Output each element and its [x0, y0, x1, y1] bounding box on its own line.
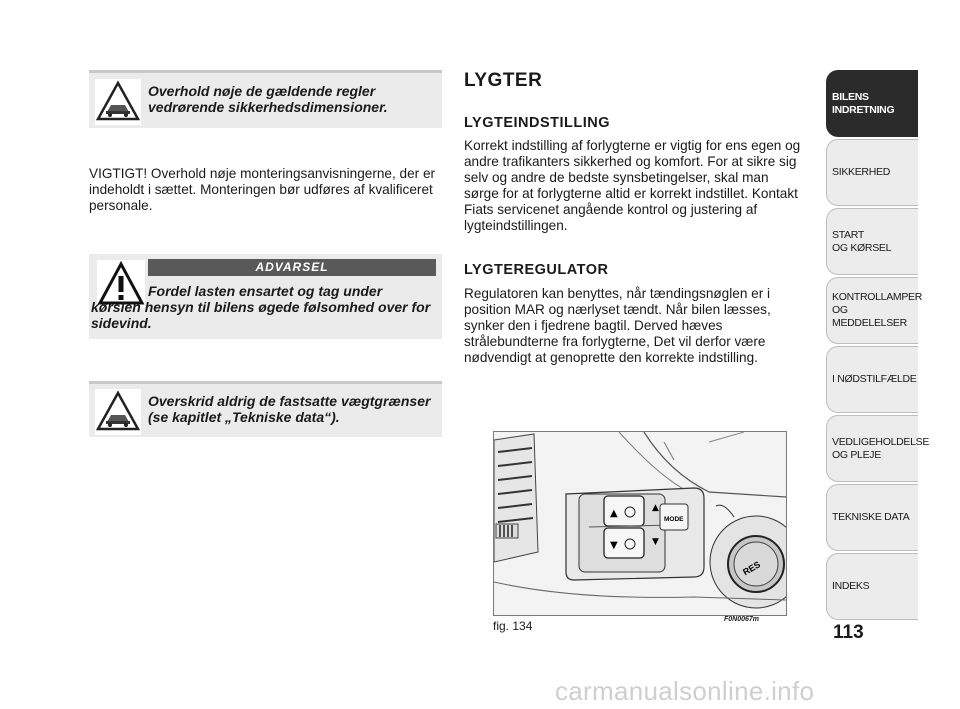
tab-label: TEKNISKE DATA [832, 511, 910, 523]
notice-text: Overskrid aldrig de fastsatte vægtgrænser (se kapitlet „Tekniske data“). [148, 393, 431, 425]
svg-text:▼: ▼ [610, 540, 618, 551]
tab-label: START OG KØRSEL [832, 228, 892, 254]
tab-label: KONTROLLAMPER OG MEDDELELSER [832, 291, 923, 329]
warning-text: Fordel lasten ensartet og tag under kørslen hensyn til bilens øgede følsomhed over for sidevind. [91, 283, 431, 331]
car-load-icon [95, 389, 141, 435]
warning-label: ADVARSEL [148, 259, 436, 276]
svg-text:▼: ▼ [652, 537, 659, 547]
svg-text:▲: ▲ [610, 508, 618, 519]
dashboard-illustration [494, 432, 786, 615]
notice-text: Overhold nøje de gældende regler vedrørende sikkerhedsdimensioner. [148, 83, 388, 115]
figure-caption: fig. 134 [493, 619, 533, 633]
tab-start-og-korsel[interactable] [826, 208, 918, 275]
tab-label: VEDLIGEHOLDELSE OG PLEJE [832, 435, 930, 461]
tab-i-nodstilfaelde[interactable] [826, 346, 918, 413]
tab-kontrollamper[interactable] [826, 277, 923, 344]
watermark: carmanualsonline.info [555, 676, 815, 706]
figure-headlight-regulator [493, 431, 787, 616]
section-body-adjustment: Korrekt indstilling af forlygterne er vigtig for ens egen og andre trafikanters sikkerhed og komfort. For at sikre sig selv og andre de bedste synsbetingelser, skal man sørge for at forlygterne altid er korrekt indstillet. Kontakt Fiats servicenet angående kontrol og justering af lygteindstillingen. [464, 138, 801, 233]
tab-indeks[interactable] [826, 553, 918, 620]
tab-label: SIKKERHED [832, 166, 890, 178]
car-load-icon [95, 79, 141, 125]
page-number: 113 [833, 622, 864, 643]
section-body-regulator: Regulatoren kan benyttes, når tændingsnøglen er i position MAR og nærlyset tændt. Når bilen læsses, synker den i fjedrene bagtil. Derved hæves strålebundterne fra forlygterne, Det vil derfor være nødvendigt at genoprette den korrekte indstilling. [464, 286, 771, 365]
mode-button-label: MODE [664, 516, 684, 523]
notice-box-weight-limits [89, 381, 442, 437]
tab-label: I NØDSTILFÆLDE [832, 373, 917, 385]
res-knob-label: RES [741, 559, 763, 578]
tab-tekniske-data[interactable] [826, 484, 918, 551]
figure-code: F0N0067m [724, 616, 760, 623]
svg-text:▲: ▲ [652, 503, 659, 513]
tab-bilens-indretning[interactable] [826, 70, 918, 137]
section-heading-adjustment: LYGTEINDSTILLING [464, 115, 611, 131]
tab-sikkerhed[interactable] [826, 139, 918, 206]
tab-label: INDEKS [832, 580, 870, 592]
tab-vedligeholdelse[interactable] [826, 415, 930, 482]
section-heading-regulator: LYGTEREGULATOR [464, 262, 609, 278]
page-title: LYGTER [464, 70, 543, 91]
notice-box-safety-dimensions [89, 70, 442, 128]
important-paragraph: VIGTIGT! Overhold nøje monteringsanvisningerne, der er indeholdt i sættet. Monteringen bør udføres af kvalificeret personale. [89, 166, 436, 213]
tab-label: BILENS INDRETNING [832, 90, 895, 116]
